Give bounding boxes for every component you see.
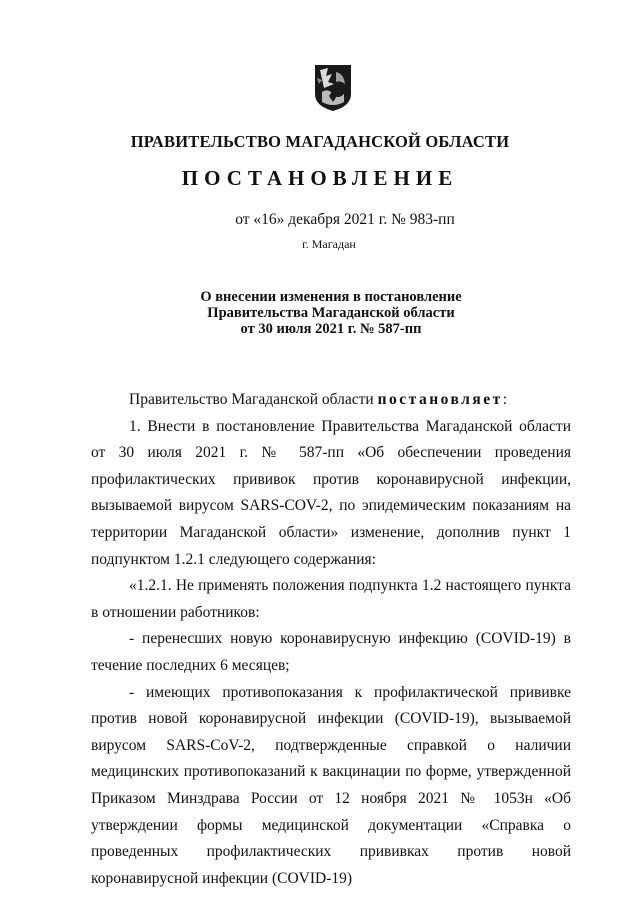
- document-city: г. Магадан: [302, 237, 356, 251]
- subject-line: О внесении изменения в постановление: [200, 289, 462, 305]
- intro-lead: Правительство Магаданской области: [129, 391, 378, 408]
- body-paragraph-3: - перенесших новую коронавирусную инфекцию (COVID-19) в течение последних 6 месяцев;: [91, 630, 571, 674]
- coat-of-arms-icon: [314, 64, 352, 112]
- body-paragraph-2: «1.2.1. Не применять положения подпункта 1.2 настоящего пункта в отношении работников:: [91, 577, 571, 621]
- intro-paragraph: [91, 387, 571, 414]
- subject-line: от 30 июля 2021 г. № 587-пп: [240, 321, 422, 337]
- intro-decree-word: постановляет: [377, 391, 503, 408]
- document-type: ПОСТАНОВЛЕНИЕ: [181, 166, 459, 190]
- document-date-number: от «16» декабря 2021 г. № 983-пп: [235, 211, 455, 228]
- intro-tail: :: [502, 391, 508, 408]
- body-paragraph-4: - имеющих противопоказания к профилактической прививке против новой коронавирусной инфекции (COVID-19), вызываемой вирусом SARS-CoV-2, подтвержденные справкой о наличии медицинских противопоказаний к вакцинации по форме, утвержденной Приказом Минздрава России от 12 ноября 2021 № 1053н «Об утверждении формы медицинской документации «Справка о проведенных профилактических прививках против новой коронавирусной инфекции (COVID-19): [91, 683, 571, 887]
- subject-line: Правительства Магаданской области: [207, 305, 455, 321]
- document-body: [91, 387, 571, 892]
- body-paragraph-1: 1. Внести в постановление Правительства Магаданской области от 30 июля 2021 г. № 587-пп «Об обеспечении проведения профилактических прививок против коронавирусной инфекции, вызываемой вирусом SARS-COV-2, по эпидемическим показаниям на территории Магаданской области» изменение, дополнив пункт 1 подпунктом 1.2.1 следующего содержания:: [91, 417, 571, 568]
- document-subject: [0, 289, 640, 337]
- organization-title: ПРАВИТЕЛЬСТВО МАГАДАНСКОЙ ОБЛАСТИ: [130, 132, 510, 151]
